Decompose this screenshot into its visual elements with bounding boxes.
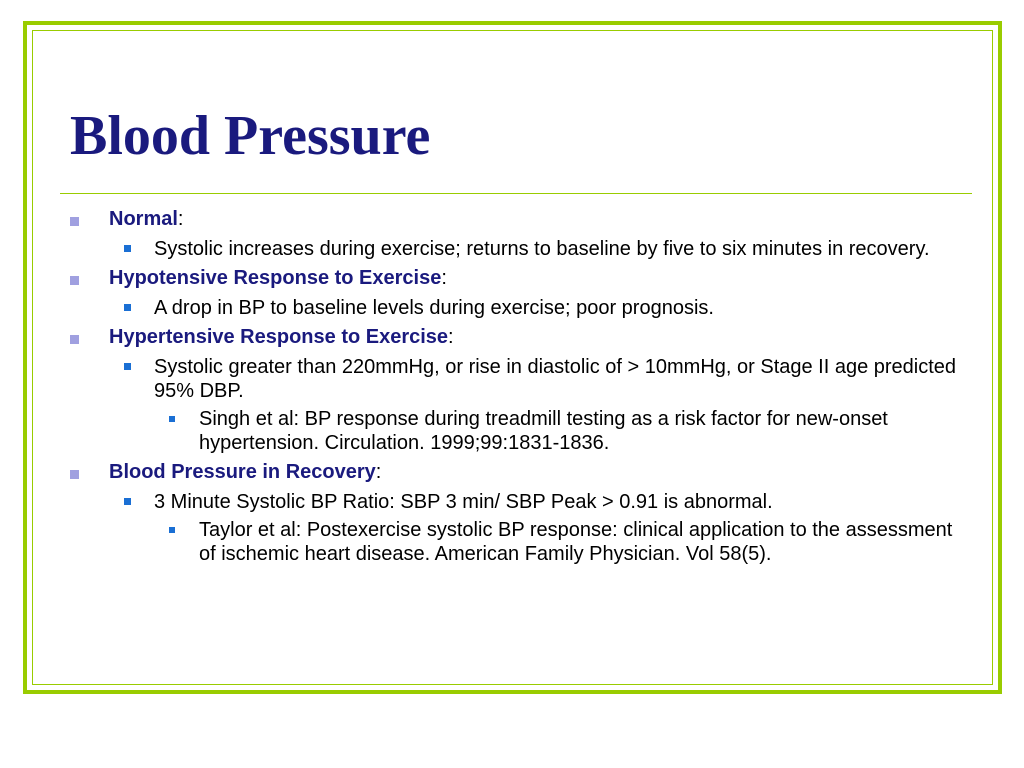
title-divider — [60, 193, 972, 194]
reference-item — [154, 518, 970, 566]
list-item — [109, 490, 970, 566]
square-bullet-icon — [70, 217, 79, 226]
reference-text: Taylor et al: Postexercise systolic BP response: clinical application to the assessment of ischemic heart disease. American Family Physician. Vol 58(5). — [199, 519, 953, 565]
list-item-hypertensive — [70, 324, 970, 455]
square-bullet-icon — [124, 363, 131, 370]
reference-list — [154, 407, 970, 455]
square-bullet-icon — [124, 245, 131, 252]
reference-text: Singh et al: BP response during treadmill testing as a risk factor for new-onset hypertension. Circulation. 1999;99:1831-1836. — [199, 408, 888, 454]
slide-body — [70, 206, 970, 566]
section-label-colon: : — [441, 267, 447, 289]
sub-list — [109, 296, 970, 320]
sub-list — [109, 490, 970, 566]
list-item-text: Systolic increases during exercise; returns to baseline by five to six minutes in recovery. — [154, 238, 930, 260]
section-label: Blood Pressure in Recovery — [109, 461, 376, 483]
list-item-normal — [70, 206, 970, 261]
section-label-colon: : — [448, 326, 454, 348]
list-item-hypotensive — [70, 265, 970, 320]
square-bullet-icon — [169, 527, 175, 533]
slide-title: Blood Pressure — [70, 105, 431, 167]
section-label: Hypertensive Response to Exercise — [109, 326, 449, 348]
list-item — [109, 355, 970, 455]
list-item — [109, 237, 970, 261]
square-bullet-icon — [70, 276, 79, 285]
section-label: Normal — [109, 208, 178, 230]
square-bullet-icon — [124, 498, 131, 505]
list-item-text: 3 Minute Systolic BP Ratio: SBP 3 min/ SBP Peak > 0.91 is abnormal. — [154, 491, 773, 513]
list-item-recovery — [70, 459, 970, 566]
bullet-list — [70, 206, 970, 566]
section-label-colon: : — [177, 208, 184, 230]
sub-list — [109, 237, 970, 261]
section-label-colon: : — [375, 461, 382, 483]
sub-list — [109, 355, 970, 455]
section-label: Hypotensive Response to Exercise — [109, 267, 442, 289]
reference-item — [154, 407, 970, 455]
list-item — [109, 296, 970, 320]
square-bullet-icon — [169, 416, 175, 422]
list-item-text: Systolic greater than 220mmHg, or rise in diastolic of > 10mmHg, or Stage II age predicted 95% DBP. — [154, 356, 957, 402]
list-item-text: A drop in BP to baseline levels during exercise; poor prognosis. — [154, 297, 714, 319]
square-bullet-icon — [70, 470, 79, 479]
square-bullet-icon — [70, 335, 79, 344]
square-bullet-icon — [124, 304, 131, 311]
reference-list — [154, 518, 970, 566]
